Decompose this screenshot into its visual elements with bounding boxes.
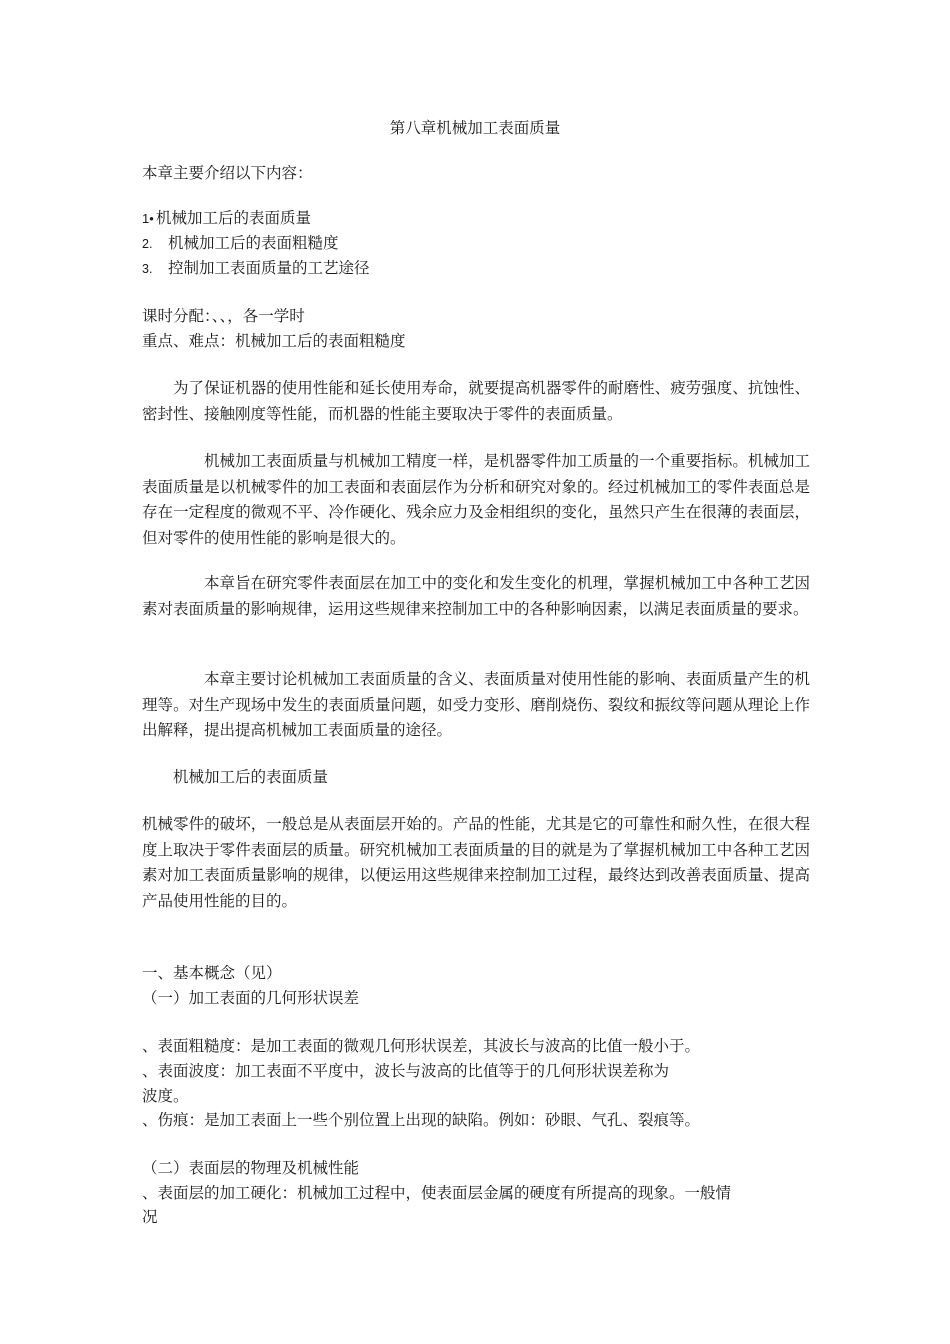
concept-item: 况	[142, 1208, 158, 1226]
concept-item: 、伤痕：是加工表面上一些个别位置上出现的缺陷。例如：砂眼、气孔、裂痕等。	[142, 1111, 701, 1129]
concept-item: 、表面波度：加工表面不平度中，波长与波高的比值等于的几何形状误差称为	[142, 1062, 670, 1080]
concepts-heading: 一、基本概念（见）	[142, 964, 282, 982]
concept-item: 波度。	[142, 1087, 189, 1105]
list-number: 2.	[142, 237, 153, 251]
chapter-title: 第八章机械加工表面质量	[389, 119, 561, 137]
hours-allocation: 课时分配：、、，各一学时	[142, 307, 305, 325]
subsection-heading: （二）表面层的物理及机械性能	[142, 1159, 360, 1177]
list-text: 机械加工后的表面粗糙度	[168, 234, 339, 252]
list-item	[142, 233, 339, 254]
list-number: 3.	[142, 262, 153, 276]
list-text: 控制加工表面质量的工艺途径	[168, 259, 370, 277]
key-points: 重点、难点：机械加工后的表面粗糙度	[142, 332, 406, 350]
intro-text: 本章主要介绍以下内容：	[142, 164, 313, 182]
concept-item: 、表面层的加工硬化：机械加工过程中，使表面层金属的硬度有所提高的现象。一般情	[142, 1184, 732, 1202]
concept-item: 、表面粗糙度：是加工表面的微观几何形状误差，其波长与波高的比值一般小于。	[142, 1037, 701, 1055]
list-item	[142, 258, 370, 279]
paragraph: 本章主要讨论机械加工表面质量的含义、表面质量对使用性能的影响、表面质量产生的机理等。对生产现场中发生的表面质量问题，如受力变形、磨削烧伤、裂纹和振纹等问题从理论上作出解释，提出提高机械加工表面质量的途径。	[142, 670, 810, 739]
list-item	[142, 208, 311, 229]
subsection-heading: （一）加工表面的几何形状误差	[142, 989, 360, 1007]
section-heading: 机械加工后的表面质量	[173, 768, 329, 786]
paragraph: 机械加工表面质量与机械加工精度一样，是机器零件加工质量的一个重要指标。机械加工表面质量是以机械零件的加工表面和表面层作为分析和研究对象的。经过机械加工的零件表面总是存在一定程度的微观不平、冷作硬化、残余应力及金相组织的变化，虽然只产生在很薄的表面层，但对零件的使用性能的影响是很大的。	[142, 452, 810, 547]
list-text: 机械加工后的表面质量	[156, 209, 312, 227]
paragraph: 为了保证机器的使用性能和延长使用寿命，就要提高机器零件的耐磨性、疲劳强度、抗蚀性、密封性、接触刚度等性能，而机器的性能主要取决于零件的表面质量。	[142, 379, 810, 423]
list-number: 1•	[142, 211, 154, 226]
section-paragraph: 机械零件的破坏，一般总是从表面层开始的。产品的性能，尤其是它的可靠性和耐久性，在很大程度上取决于零件表面层的质量。研究机械加工表面质量的目的就是为了掌握机械加工中各种工艺因素对加工表面质量影响的规律，以便运用这些规律来控制加工过程，最终达到改善表面质量、提高产品使用性能的目的。	[142, 815, 810, 910]
paragraph: 本章旨在研究零件表面层在加工中的变化和发生变化的机理，掌握机械加工中各种工艺因素对表面质量的影响规律，运用这些规律来控制加工中的各种影响因素，以满足表面质量的要求。	[142, 574, 810, 618]
